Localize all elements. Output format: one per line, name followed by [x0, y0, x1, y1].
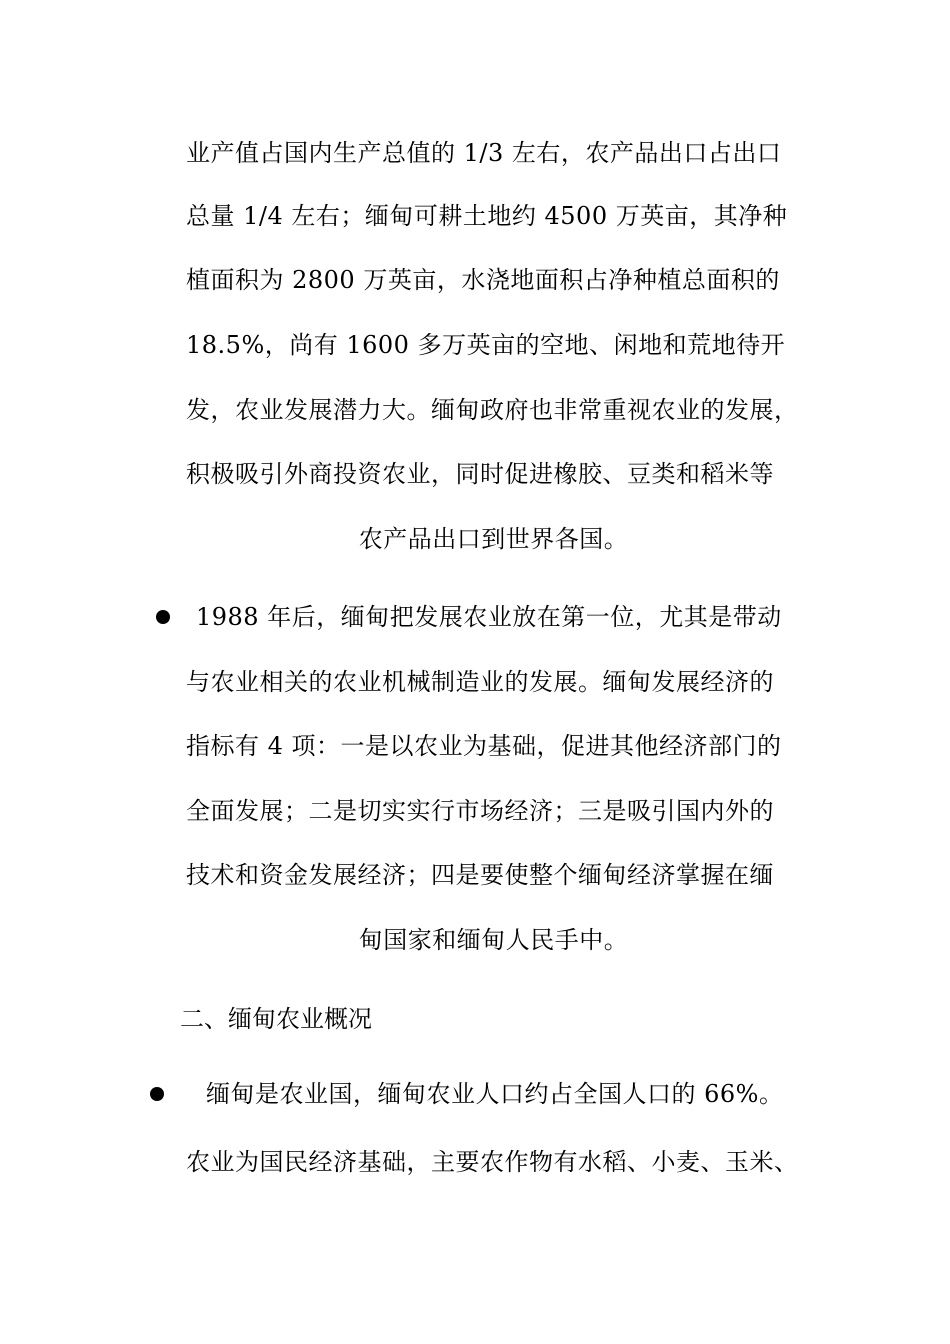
paragraph-2-line-3: 指标有 4 项：一是以农业为基础，促进其他经济部门的	[186, 732, 782, 760]
paragraph-1-line-6: 积极吸引外商投资农业，同时促进橡胶、豆类和稻米等	[186, 460, 774, 488]
section-heading: 二、缅甸农业概况	[180, 1005, 372, 1033]
paragraph-2-line-1: 1988 年后，缅甸把发展农业放在第一位，尤其是带动	[196, 603, 782, 631]
paragraph-1-line-4: 18.5%，尚有 1600 多万英亩的空地、闲地和荒地待开	[186, 331, 786, 359]
paragraph-1-line-3: 植面积为 2800 万英亩，水浇地面积占净种植总面积的	[186, 266, 780, 294]
paragraph-3-line-1: 缅甸是农业国，缅甸农业人口约占全国人口的 66%。	[206, 1080, 784, 1108]
paragraph-1-line-7: 农产品出口到世界各国。	[358, 525, 629, 553]
paragraph-1-line-1: 业产值占国内生产总值的 1/3 左右，农产品出口占出口	[186, 139, 782, 167]
paragraph-2-line-4: 全面发展；二是切实实行市场经济；三是吸引国内外的	[186, 797, 774, 825]
bullet-icon	[156, 610, 170, 624]
paragraph-2-line-2: 与农业相关的农业机械制造业的发展。缅甸发展经济的	[186, 668, 774, 696]
bullet-icon	[150, 1087, 164, 1101]
paragraph-1-line-5: 发，农业发展潜力大。缅甸政府也非常重视农业的发展，	[186, 396, 799, 424]
paragraph-2-line-5: 技术和资金发展经济；四是要使整个缅甸经济掌握在缅	[186, 861, 774, 889]
paragraph-1-line-2: 总量 1/4 左右；缅甸可耕土地约 4500 万英亩，其净种	[186, 202, 788, 230]
paragraph-3-line-2: 农业为国民经济基础，主要农作物有水稻、小麦、玉米、	[186, 1148, 799, 1176]
paragraph-2-line-6: 甸国家和缅甸人民手中。	[358, 926, 629, 954]
